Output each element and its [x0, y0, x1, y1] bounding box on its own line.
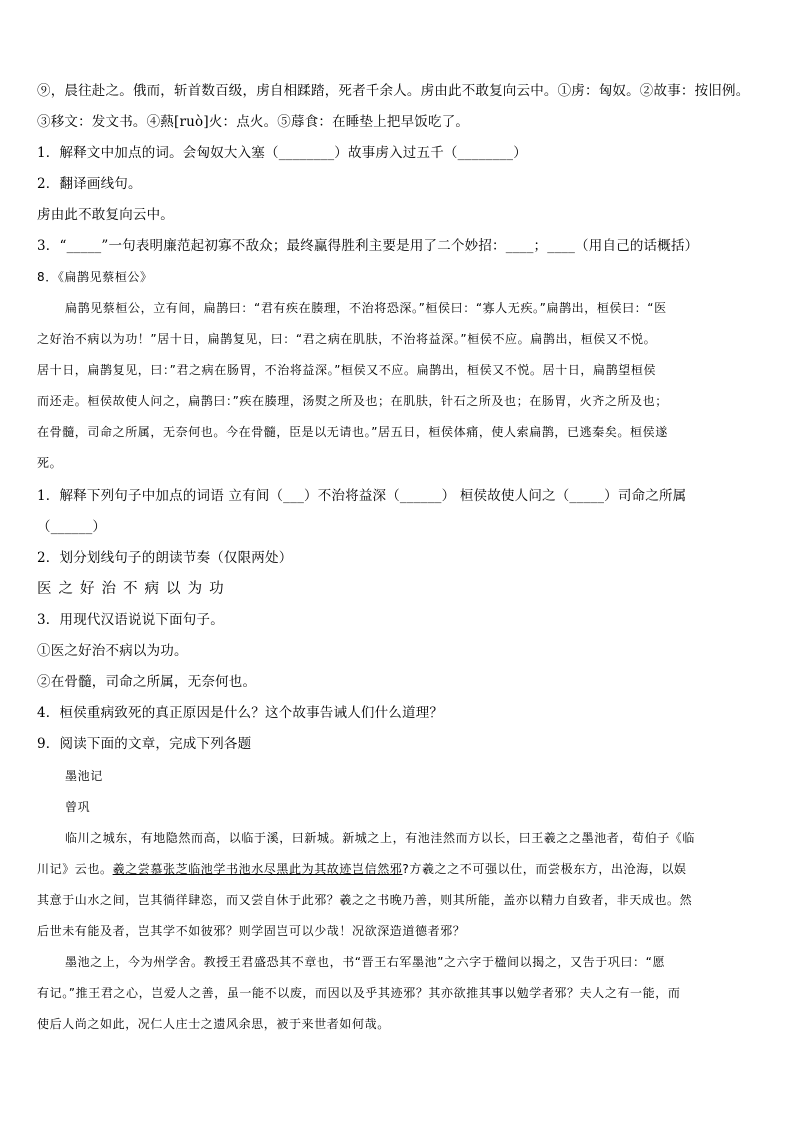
- question-8-2-line: 2．划分划线句子的朗读节奏（仅限两处）: [37, 550, 293, 566]
- translation-sentence: 虏由此不敢复向云中。: [37, 207, 174, 223]
- passage-8-line-4: 而还走。桓侯故使人问之，扁鹊曰：”疾在腠理，汤熨之所及也；在肌肤，针石之所及也；在肠胃，火齐之所及也；: [37, 394, 668, 408]
- essay-author: 曾巩: [65, 800, 91, 814]
- question-8-3-item-1: ①医之好治不病以为功。: [37, 643, 188, 659]
- essay-line-2-start: 川记》云也。: [37, 862, 113, 876]
- essay-line-2-end: ?方羲之之不可强以仕，而尝极东方，出沧海，以娱: [402, 862, 687, 876]
- rhythm-sentence: 医 之 好 治 不 病 以 为 功: [37, 581, 225, 597]
- question-8-3-line: 3．用现代汉语说说下面句子。: [37, 612, 224, 628]
- text-line-1: ⑨，晨往赴之。俄而，斩首数百级，虏自相蹂踏，死者千余人。虏由此不敢复向云中。①虏：匈奴。②故事：按旧例。: [37, 83, 750, 99]
- essay-line-3: 其意于山水之间，岂其徜徉肆恣，而又尝自休于此邪？羲之之书晚乃善，则其所能，盖亦以精力自致者，非天成也。然: [37, 893, 693, 907]
- question-8-3-item-2: ②在骨髓，司命之所属，无奈何也。: [37, 674, 257, 690]
- section-9-heading: 9．阅读下面的文章，完成下列各题: [37, 736, 252, 752]
- text-line-2: ③移文：发文书。④爇[ruò]火：点火。⑤蓐食：在睡垫上把早饭吃了。: [37, 114, 470, 130]
- passage-8-line-1: 扁鹊见蔡桓公，立有间，扁鹊曰：“君有疾在腠理，不治将恐深。”桓侯曰：“寡人无疾。”扁鹊出，桓侯曰：“医: [65, 301, 667, 315]
- question-8-1-cont: （______）: [37, 519, 107, 535]
- essay-line-1: 临川之城东，有地隐然而高，以临于溪，曰新城。新城之上，有池洼然而方以长，曰王羲之之墨池者，荀伯子《临: [65, 831, 696, 845]
- passage-8-line-5: 在骨髓，司命之所属，无奈何也。今在骨髓，臣是以无请也。”居五日，桓侯体痛，使人索扁鹊，已逃秦矣。桓侯遂: [37, 425, 668, 439]
- underlined-sentence: 羲之尝慕张芝临池学书池水尽黑此为其故迹岂信然邪: [112, 862, 403, 876]
- question-8-4-line: 4．桓侯重病致死的真正原因是什么？这个故事告诫人们什么道理？: [37, 705, 444, 721]
- passage-8-line-3: 居十日，扁鹊复见，曰：”君之病在肠胃，不治将益深。”桓侯又不应。扁鹊出，桓侯又不悦。居十日，扁鹊望桓侯: [37, 363, 657, 377]
- essay-line-5: 墨池之上，今为州学舍。教授王君盛恐其不章也，书“晋王右军墨池”之六字于楹间以揭之，又告于巩曰：“愿: [65, 955, 666, 969]
- essay-title: 墨池记: [65, 769, 103, 783]
- question-8-1-line: 1．解释下列句子中加点的词语 立有间（___）不治将益深（______） 桓侯故使人问之（_____）司命之所属: [37, 488, 687, 504]
- essay-line-2: [37, 859, 687, 879]
- essay-line-6: 有记。”推王君之心，岂爱人之善，虽一能不以废，而因以及乎其迹邪？其亦欲推其事以勉学者邪？夫人之有一能，而: [37, 986, 681, 1000]
- essay-line-7: 使后人尚之如此，况仁人庄士之遗风余思，被于来世者如何哉。: [37, 1017, 390, 1031]
- question-3-line: 3．“_____”一句表明廉范起初寡不敌众；最终赢得胜利主要是用了二个妙招：____；____（用自己的话概括）: [37, 238, 699, 254]
- passage-8-line-6: 死。: [37, 456, 63, 470]
- essay-line-4: 后世未有能及者，岂其学不如彼邪？则学固岂可以少哉！况欲深造道德者邪？: [37, 924, 466, 938]
- question-1-line: 1．解释文中加点的词。会匈奴大入塞（________）故事虏入过五千（________）: [37, 145, 527, 161]
- passage-8-line-2: 之好治不病以为功！”居十日，扁鹊复见，曰：“君之病在肌肤，不治将益深。”桓侯不应。扁鹊出，桓侯又不悦。: [37, 332, 657, 346]
- section-8-title: 8．《扁鹊见蔡桓公》: [37, 270, 153, 284]
- question-2-line: 2．翻译画线句。: [37, 176, 142, 192]
